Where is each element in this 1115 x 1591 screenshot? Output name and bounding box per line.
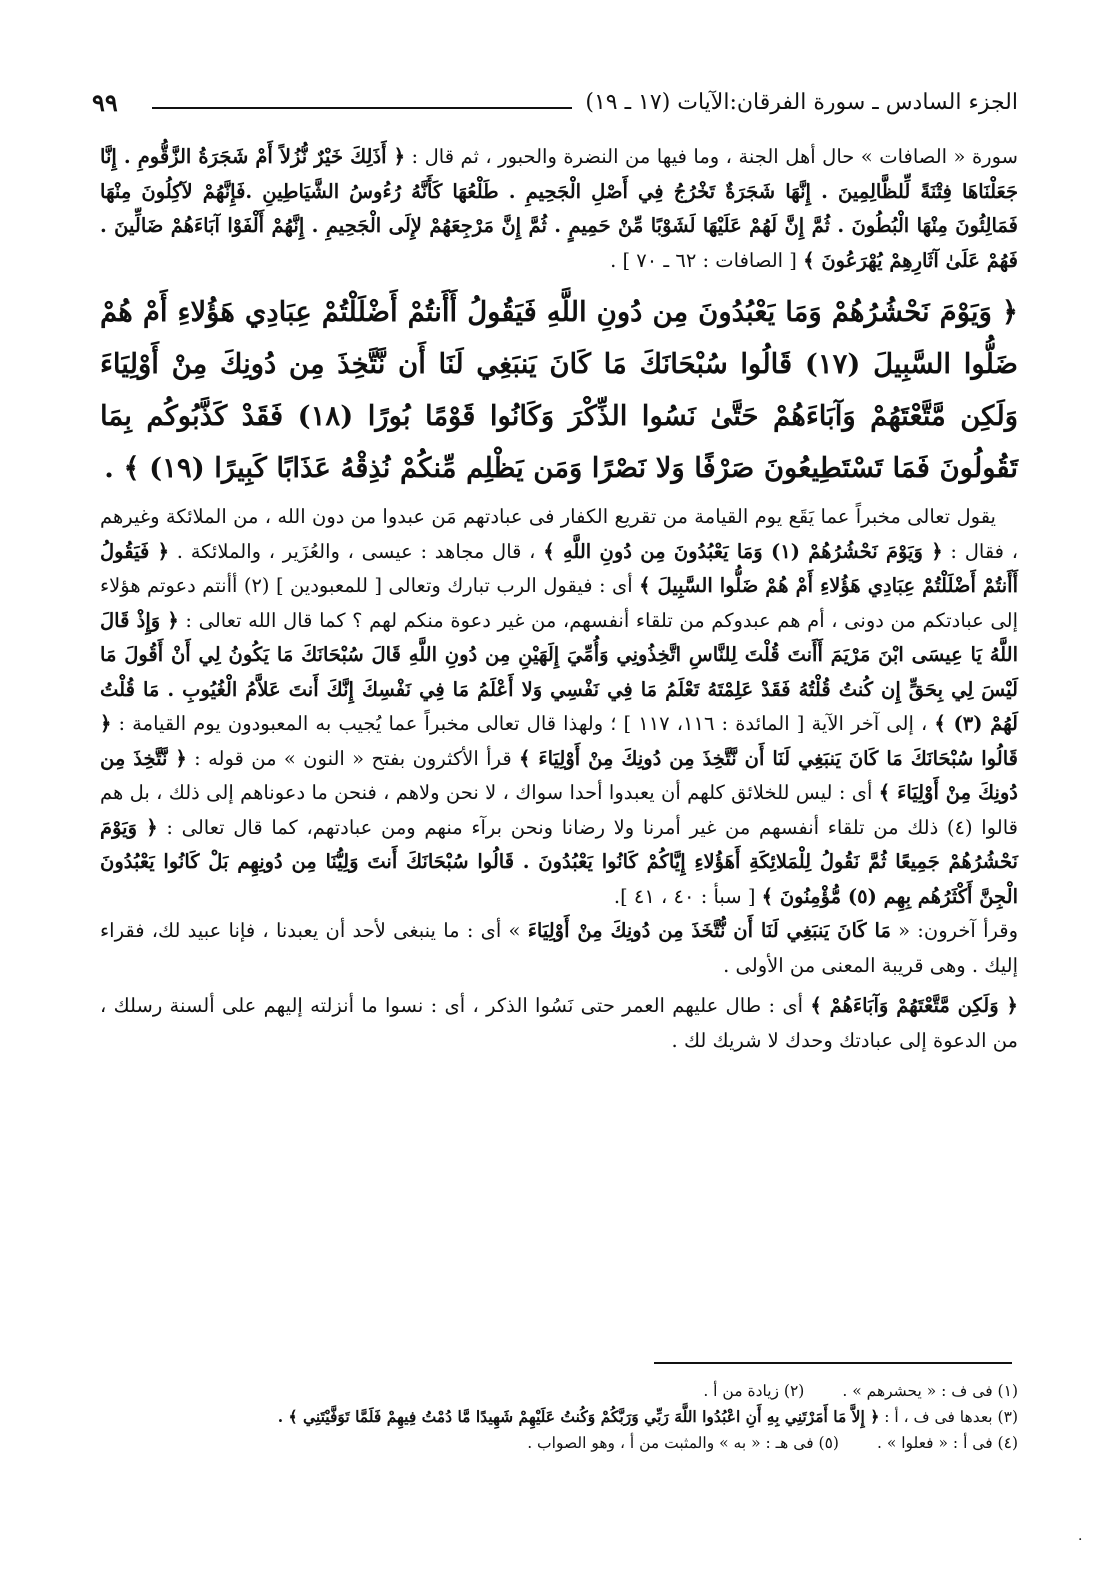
text-run: قرأ الأكثرون بفتح « النون » من قوله : — [186, 746, 520, 770]
quran-quote: ﴿ وَيَوْمَ نَحْشُرُهُمْ (١) وَمَا يَعْبُدُونَ مِن دُونِ اللَّهِ ﴾ — [543, 539, 943, 563]
intro-quran-quote: ﴿ أَذَلِكَ خَيْرٌ نُّزُلاً أَمْ شَجَرَةُ الزَّقُّومِ . إِنَّا جَعَلْنَاهَا فِتْنَةً لِّلظَّالِمِينَ . إِنَّهَا شَجَرَةٌ تَخْرُجُ فِي أَصْلِ الْجَحِيمِ . طَلْعُهَا كَأَنَّهُ رُءُوسُ الشَّيَاطِينِ .فَإِنَّهُمْ لآكِلُونَ مِنْهَا فَمَالِئُونَ مِنْهَا الْبُطُونَ . ثُمَّ إِنَّ لَهُمْ عَلَيْهَا لَشَوْبًا مِّنْ حَمِيمٍ . ثُمَّ إِنَّ مَرْجِعَهُمْ لإِلَى الْجَحِيمِ . إِنَّهُمْ أَلْفَوْا آبَاءَهُمْ ضَالِّينَ . فَهُمْ عَلَىٰ آثَارِهِمْ يُهْرَعُونَ ﴾ — [100, 145, 1018, 272]
footnote-1: (١) فى ف : « يحشرهم » . — [842, 1382, 1018, 1400]
text-run: ، قال مجاهد : عيسى ، والعُزَير ، والملائكة . — [169, 539, 544, 563]
text-run: وقرأ آخرون: « — [890, 919, 1018, 942]
main-verse-block: ﴿ وَيَوْمَ نَحْشُرُهُمْ وَمَا يَعْبُدُونَ مِن دُونِ اللَّهِ فَيَقُولُ أَأَنتُمْ أَضْلَلْتُمْ عِبَادِي هَؤُلاءِ أَمْ هُمْ ضَلُّوا السَّبِيلَ (١٧) قَالُوا سُبْحَانَكَ مَا كَانَ يَنبَغِي لَنَا أَن نَّتَّخِذَ مِن دُونِكَ مِنْ أَوْلِيَاءَ وَلَكِن مَّتَّعْتَهُمْ وَآبَاءَهُمْ حَتَّىٰ نَسُوا الذِّكْرَ وَكَانُوا قَوْمًا بُورًا (١٨) فَقَدْ كَذَّبُوكُم بِمَا تَقُولُونَ فَمَا تَسْتَطِيعُونَ صَرْفًا وَلا نَصْرًا وَمَن يَظْلِم مِّنكُمْ نُذِقْهُ عَذَابًا كَبِيرًا (١٩) ﴾ . — [100, 296, 1019, 484]
quran-quote: ﴿ وَيَوْمَ نَحْشُرُهُمْ جَمِيعًا ثُمَّ نَقُولُ لِلْمَلائِكَةِ أَهَؤُلاءِ إِيَّاكُمْ كَانُوا يَعْبُدُونَ . قَالُوا سُبْحَانَكَ أَنتَ وَلِيُّنَا مِن دُونِهِم بَلْ كَانُوا يَعْبُدُونَ الْجِنَّ أَكْثَرُهُم بِهِم (٥) مُّؤْمِنُونَ ﴾ — [100, 815, 1018, 908]
footnote-4: (٤) فى أ : « فعلوا » . — [876, 1434, 1018, 1452]
tafsir-paragraph-1 — [100, 500, 1018, 914]
text-run: يقول تعالى مخبراً عما يَقَع يوم القيامة من تقريع الكفار فى عبادتهم مَن عبدوا من دون الله ، من الملائكة وغيرهم ، فقال : — [100, 505, 1019, 563]
footnotes — [100, 1378, 1018, 1456]
footnote-row-2 — [100, 1404, 1018, 1430]
header-rule — [152, 107, 572, 109]
footnote-separator — [654, 1362, 1012, 1364]
scan-speck: · — [1078, 1532, 1083, 1548]
text-run: [ سبأ : ٤٠ ، ٤١ ]. — [613, 884, 762, 908]
footnote-3: (٣) بعدها فى ف ، أ : — [879, 1408, 1018, 1426]
page-number: ٩٩ — [92, 88, 118, 117]
quran-quote: مَا كَانَ يَنبَغِي لَنَا أَن نُّتَّخَذَ مِن دُونِكَ مِنْ أَوْلِيَاءَ — [527, 919, 891, 942]
text-run: أى : فيقول الرب تبارك وتعالى [ للمعبودين ] (٢) أأنتم دعوتم هؤلاء إلى عبادتكم من دونى ، أم هم عبدوكم من تلقاء أنفسهم، من غير دعوة منكم لهم ؟ كما قال الله تعالى : — [100, 574, 1019, 632]
text-run: أى : طال عليهم العمر حتى نَسُوا الذكر ، أى : نسوا ما أنزلته إليهم على ألسنة رسلك ، من الدعوة إلى عبادتك وحدك لا شريك لك . — [100, 994, 1018, 1052]
text-run: ، إلى آخر الآية [ المائدة : ١١٦، ١١٧ ] ؛ ولهذا قال تعالى مخبراً عما يُجيب به المعبودون يوم القيامة : — [111, 712, 935, 735]
quran-quote: ﴿ وَلَكِن مَّتَّعْتَهُمْ وَآبَاءَهُمْ ﴾ — [810, 994, 1018, 1017]
footnote-row-1 — [100, 1378, 1018, 1404]
quran-quote: ﴿ نَّتَّخِذَ مِن دُونِكَ مِنْ أَوْلِيَاءَ ﴾ — [100, 746, 1018, 804]
intro-paragraph — [100, 140, 1018, 278]
text-run: » أى : ما ينبغى لأحد أن يعبدنا ، فإنا عبيد لك، فقراء إليك . وهى قريبة المعنى من الأولى . — [100, 919, 1018, 977]
quran-quote: ﴿ قَالُوا سُبْحَانَكَ مَا كَانَ يَنبَغِي لَنَا أَن نَّتَّخِذَ مِن دُونِكَ مِنْ أَوْلِيَاءَ ﴾ — [100, 712, 1018, 770]
quran-quote: ﴿ فَيَقُولُ أَأَنتُمْ أَضْلَلْتُمْ عِبَادِي هَؤُلاءِ أَمْ هُمْ ضَلُّوا السَّبِيلَ ﴾ — [100, 539, 1019, 597]
running-header — [92, 86, 1018, 126]
intro-citation: [ الصافات : ٦٢ ـ ٧٠ ] . — [610, 248, 804, 272]
intro-text: سورة « الصافات » حال أهل الجنة ، وما فيها من النضرة والحبور ، ثم قال : — [405, 145, 1018, 168]
tafsir-paragraph-3 — [100, 989, 1018, 1058]
page-body — [100, 140, 1018, 1058]
footnote-3-quote: ﴿ إِلاَّ مَا أَمَرْتَنِي بِهِ أَنِ اعْبُدُوا اللَّهَ رَبِّي وَرَبَّكُمْ وَكُنتُ عَلَيْهِمْ شَهِيدًا مَّا دُمْتُ فِيهِمْ فَلَمَّا تَوَفَّيْتَنِي ﴾ . — [277, 1407, 880, 1426]
quran-quote: ﴿ وَإِذْ قَالَ اللَّهُ يَا عِيسَى ابْنَ مَرْيَمَ أَأَنتَ قُلْتَ لِلنَّاسِ اتَّخِذُونِي وَأُمِّيَ إِلَهَيْنِ مِن دُونِ اللَّهِ قَالَ سُبْحَانَكَ مَا يَكُونُ لِي أَنْ أَقُولَ مَا لَيْسَ لِي بِحَقٍّ إِن كُنتُ قُلْتُهُ فَقَدْ عَلِمْتَهُ تَعْلَمُ مَا فِي نَفْسِي وَلا أَعْلَمُ مَا فِي نَفْسِكَ إِنَّكَ أَنتَ عَلاَّمُ الْغُيُوبِ . مَا قُلْتُ لَهُمْ (٣) ﴾ — [100, 608, 1018, 735]
text-run: أى : ليس للخلائق كلهم أن يعبدوا أحدا سواك ، لا نحن ولاهم ، فنحن ما دعوناهم إلى ذلك ، بل هم قالوا (٤) ذلك من تلقاء أنفسهم من غير أمرنا ولا رضانا ونحن برآء منهم ومن عبادتهم، كما قال تعالى : — [100, 781, 1018, 839]
footnote-2: (٢) زيادة من أ . — [703, 1382, 805, 1400]
footnote-row-3 — [100, 1430, 1018, 1456]
header-title: الجزء السادس ـ سورة الفرقان:الآيات (١٧ ـ ١٩) — [585, 90, 1018, 115]
footnote-5: (٥) فى هـ : « به » والمثبت من أ ، وهو الصواب . — [527, 1434, 839, 1452]
tafsir-paragraph-2 — [100, 914, 1018, 983]
